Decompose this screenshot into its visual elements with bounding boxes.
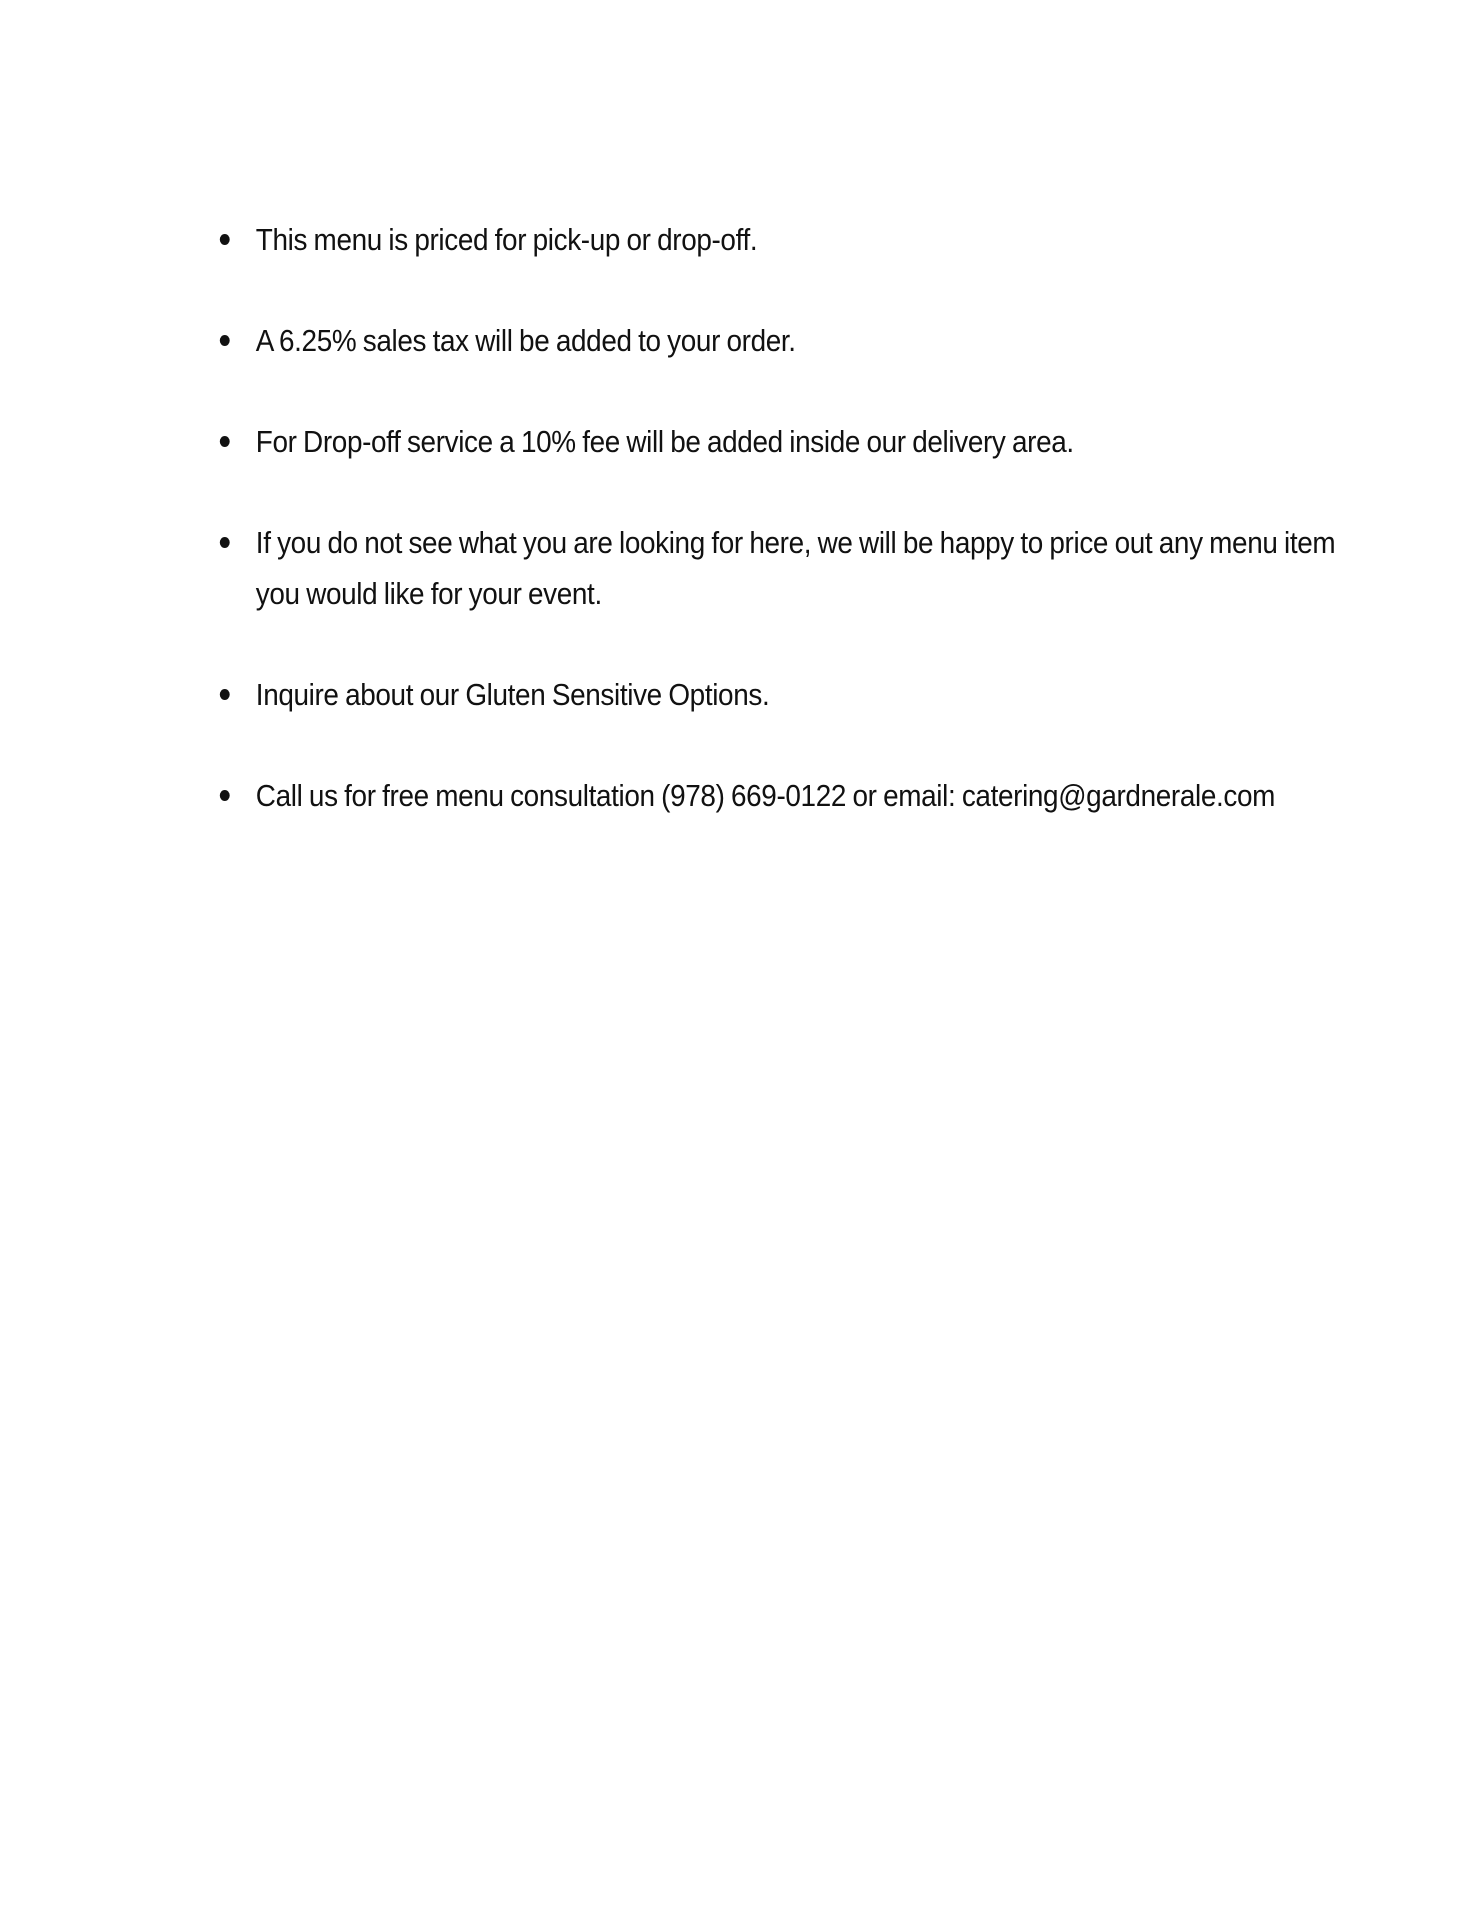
bullet-icon xyxy=(220,689,230,700)
list-item xyxy=(218,315,1372,366)
list-item xyxy=(218,669,1372,720)
note-text: If you do not see what you are looking for here, we will be happy to price out any menu item you would like for your event. xyxy=(255,525,1336,611)
bullet-icon xyxy=(220,234,230,245)
bullet-icon xyxy=(220,790,230,801)
note-text: For Drop-off service a 10% fee will be added inside our delivery area. xyxy=(255,424,1074,459)
note-text: A 6.25% sales tax will be added to your order. xyxy=(255,323,796,358)
list-item xyxy=(218,770,1372,821)
list-item xyxy=(218,214,1372,265)
list-item xyxy=(218,517,1372,619)
list-item xyxy=(218,416,1372,467)
bullet-icon xyxy=(220,335,230,346)
menu-notes-list xyxy=(218,214,1338,871)
note-text: This menu is priced for pick-up or drop-off. xyxy=(255,222,758,257)
note-text: Inquire about our Gluten Sensitive Options. xyxy=(255,677,770,712)
bullet-icon xyxy=(220,537,230,548)
note-text: Call us for free menu consultation (978) 669-0122 or email: catering@gardnerale.com xyxy=(255,778,1276,813)
bullet-icon xyxy=(220,436,230,447)
